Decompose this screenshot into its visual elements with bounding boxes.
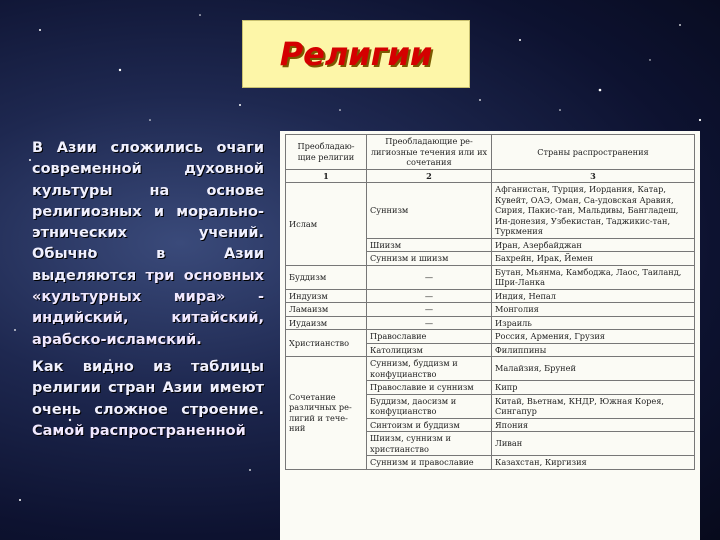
table-row	[286, 183, 695, 239]
paragraph-2-part-b: Самой распространенной	[32, 422, 246, 439]
religion-cell: Сочетание различных ре-лигий и тече-ний	[286, 357, 367, 470]
religions-table	[285, 134, 695, 470]
religions-table-image	[280, 131, 700, 540]
table-row	[286, 316, 695, 330]
countries-cell: Бутан, Мьянма, Камбоджа, Лаос, Таиланд, Шри-Ланка	[492, 265, 695, 289]
current-cell: —	[367, 289, 492, 303]
countries-cell: Иран, Азербайджан	[492, 238, 695, 252]
current-cell: Суннизм, буддизм и конфуцианство	[367, 357, 492, 381]
countries-cell: Израиль	[492, 316, 695, 330]
current-cell: —	[367, 265, 492, 289]
religion-cell: Христианство	[286, 330, 367, 357]
current-cell: Шиизм, суннизм и христианство	[367, 432, 492, 456]
current-cell: Шиизм	[367, 238, 492, 252]
countries-cell: Филиппины	[492, 343, 695, 357]
paragraph-2-part-a: Как видно из таблицы религии стран Азии имеют очень сложное строение.	[32, 358, 264, 418]
countries-cell: Россия, Армения, Грузия	[492, 330, 695, 344]
table-row	[286, 330, 695, 344]
religion-cell: Ислам	[286, 183, 367, 266]
current-cell: Православие	[367, 330, 492, 344]
table-row	[286, 265, 695, 289]
countries-cell: Бахрейн, Ирак, Йемен	[492, 252, 695, 266]
countries-cell: Казахстан, Киргизия	[492, 456, 695, 470]
religion-cell: Иудаизм	[286, 316, 367, 330]
current-cell: Буддизм, даосизм и конфуцианство	[367, 394, 492, 418]
col-number: 3	[492, 169, 695, 183]
table-row	[286, 303, 695, 317]
current-cell: —	[367, 303, 492, 317]
paragraph-1-part-b: три основных «культурных мира» - индийский, китайский, арабско-исламский.	[32, 267, 264, 348]
table-header-row	[286, 135, 695, 170]
countries-cell: Монголия	[492, 303, 695, 317]
header-current: Преобладающие ре-лигиозные течения или их сочетания	[367, 135, 492, 170]
religion-cell: Индуизм	[286, 289, 367, 303]
col-number: 1	[286, 169, 367, 183]
title-box	[242, 20, 470, 88]
countries-cell: Япония	[492, 418, 695, 432]
countries-cell: Китай, Вьетнам, КНДР, Южная Корея, Сингапур	[492, 394, 695, 418]
current-cell: Суннизм и шиизм	[367, 252, 492, 266]
paragraph-1	[32, 138, 264, 351]
current-cell: Синтоизм и буддизм	[367, 418, 492, 432]
table-number-row	[286, 169, 695, 183]
body-text	[32, 138, 264, 448]
table-row	[286, 289, 695, 303]
current-cell: Суннизм	[367, 183, 492, 239]
current-cell: Католицизм	[367, 343, 492, 357]
page-title: Религии	[279, 35, 433, 73]
header-religion: Преобладаю-щие религии	[286, 135, 367, 170]
countries-cell: Индия, Непал	[492, 289, 695, 303]
current-cell: Православие и суннизм	[367, 381, 492, 395]
current-cell: Суннизм и православие	[367, 456, 492, 470]
countries-cell: Кипр	[492, 381, 695, 395]
countries-cell: Ливан	[492, 432, 695, 456]
countries-cell: Афганистан, Турция, Иордания, Катар, Кувейт, ОАЭ, Оман, Са-удовская Аравия, Сирия, Пакис-тан, Мальдивы, Бангладеш, Ин-донезия, Узбекистан, Таджикис-тан, Туркмения	[492, 183, 695, 239]
current-cell: —	[367, 316, 492, 330]
religion-cell: Буддизм	[286, 265, 367, 289]
header-countries: Страны распространения	[492, 135, 695, 170]
religion-cell: Ламаизм	[286, 303, 367, 317]
paragraph-1-part-a: В Азии сложились очаги современной духовной культуры на основе религиозных и морально-этнических учений. Обычно в Азии выделяются	[32, 140, 264, 284]
countries-cell: Малайзия, Бруней	[492, 357, 695, 381]
table-row	[286, 357, 695, 381]
paragraph-2	[32, 357, 264, 442]
col-number: 2	[367, 169, 492, 183]
